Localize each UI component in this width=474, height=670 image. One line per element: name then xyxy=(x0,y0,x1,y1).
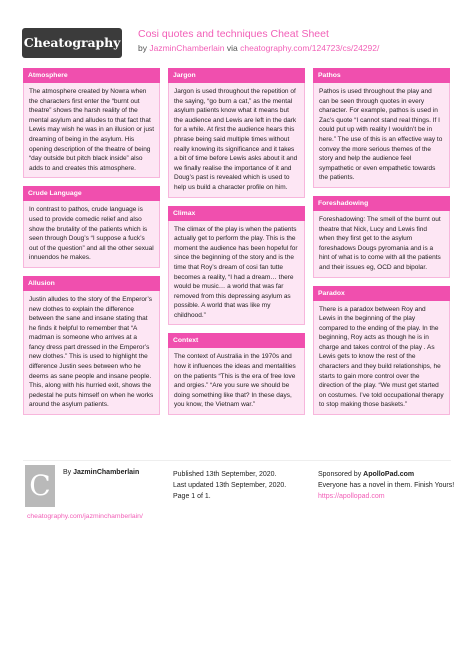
section-text: The climax of the play is when the patients actually get to perform the play. This is the moment the audience has been hopeful for since the beginning of the story and is the time that Roy’s dream of cosi fan tutte becomes a reality, “I had a dream… there would be music… a world that was far removed from this depressing asylum as possible. A world that was like my childhood.” xyxy=(174,225,298,319)
section-title: Crude Language xyxy=(23,186,160,201)
sponsor-prefix: Sponsored by xyxy=(318,471,362,478)
section-paradox xyxy=(313,286,450,416)
section-title: Jargon xyxy=(168,68,305,83)
updated-date: Last updated 13th September, 2020. xyxy=(173,482,287,489)
section-body xyxy=(313,83,450,188)
section-allusion xyxy=(23,276,160,415)
published-date: Published 13th September, 2020. xyxy=(173,471,277,478)
section-climax xyxy=(168,206,305,326)
sponsor-link[interactable]: https://apollopad.com xyxy=(318,493,385,500)
column-2 xyxy=(168,68,305,423)
author-link[interactable]: JazminChamberlain xyxy=(149,43,225,53)
footer-by-prefix: By xyxy=(63,469,72,476)
section-foreshadowing xyxy=(313,196,450,278)
section-body xyxy=(23,83,160,178)
section-title: Pathos xyxy=(313,68,450,83)
section-title: Atmosphere xyxy=(23,68,160,83)
section-context xyxy=(168,333,305,415)
footer-author-link[interactable]: cheatography.com/jazminchamberlain/ xyxy=(27,513,143,520)
section-body xyxy=(313,301,450,416)
section-text: The atmosphere created by Nowra when the characters first enter the “burnt out theatre” shows the harsh reality of the mental asylum and alludes to that fact that Lewis may wish he was in an illusion or just dreaming of being in the asylum. His opening description of the theatre of being “day outside but pitch black inside” also adds to and creates this atmosphere. xyxy=(29,88,154,172)
section-title: Allusion xyxy=(23,276,160,291)
avatar-letter: C xyxy=(29,469,51,502)
column-1 xyxy=(23,68,160,423)
page-footer xyxy=(23,460,455,520)
section-body xyxy=(168,83,305,198)
section-text: Pathos is used throughout the play and can be seen through quotes in every character. For example, pathos is used in Zac’s quote “I cannot stand real things. If I could put up with reality I wouldn’t be in here.” The use of this is an effective way to convey the more serious themes of the story and help the audience feel sympathetic or even empathetic towards the patients. xyxy=(319,88,443,182)
section-text: Jargon is used throughout the repetition of the saying, “go burn a cat,” as the mental asylum patients know what it means but the audience and Lewis are left in the dark for a while. At first the audience hears this phrase being said multiple times without really knowing its significance and it takes a bit of time before Lewis asks about it and we finally realise the importance of it and Doug’s past is revealed which is used to help us build a character profile on him. xyxy=(174,88,298,191)
cheatography-logo[interactable] xyxy=(22,28,122,58)
sponsor-line xyxy=(318,469,458,480)
byline-prefix: by xyxy=(138,43,147,53)
section-body xyxy=(23,201,160,268)
avatar[interactable] xyxy=(25,465,55,507)
sheet-url-link[interactable]: cheatography.com/124723/cs/24292/ xyxy=(240,43,380,53)
page-header xyxy=(0,0,474,64)
section-title: Context xyxy=(168,333,305,348)
section-text: Foreshadowing: The smell of the burnt out theatre that Nick, Lucy and Lewis find when they first get to the asylum foreshadows Dougs pyromania and is a hint of what is to come with all the patients and their issues eg, OCD and bipolar. xyxy=(319,215,441,271)
section-atmosphere xyxy=(23,68,160,178)
section-crude-language xyxy=(23,186,160,268)
sponsor-text: Everyone has a novel in them. Finish Yours! xyxy=(318,482,455,489)
page-number: Page 1 of 1. xyxy=(173,493,211,500)
section-text: There is a paradox between Roy and Lewis in the beginning of the play compared to the ending of the play. In the beginning, Roy acts as though he is in charge and takes control of the play . As Lewis gets to know the rest of the characters and they build relationships, he starts to gain more control over the direction of the play. “We must get started on costumes. I’ve told occupational therapy to stop making those baskets.” xyxy=(319,305,444,409)
page-title: Cosi quotes and techniques Cheat Sheet xyxy=(138,28,329,40)
section-body xyxy=(168,348,305,415)
section-text: Justin alludes to the story of the Emperor’s new clothes to explain the difference between the sane and insane stating that he finds it helpful to remember that “A madman is someone who arrives at a fancy dress part dressed in the Emperor’s new clothes.” This is used to highlight the difference Justin sees between who he deems as sane people and insane people. This, along with his hurried exit, shows the pedestal he puts himself on when he works around the asylum patients. xyxy=(29,295,154,409)
byline xyxy=(138,43,379,53)
section-body xyxy=(313,211,450,278)
column-3 xyxy=(313,68,450,423)
footer-author xyxy=(63,469,139,476)
section-title: Climax xyxy=(168,206,305,221)
section-text: In contrast to pathos, crude language is used to provide comedic relief and also show the brutality of the patients which is seen through Doug’s “I suppose a fuck’s out of the question” and all the other sexual innuendos he makes. xyxy=(29,206,154,262)
section-body xyxy=(23,291,160,415)
section-pathos xyxy=(313,68,450,188)
section-title: Foreshadowing xyxy=(313,196,450,211)
via-text: via xyxy=(226,43,238,53)
sponsor-name[interactable]: ApolloPad.com xyxy=(363,471,415,478)
section-text: The context of Australia in the 1970s and how it influences the ideas and mentalities on the patients “This is the era of free love and orgies.” “Are you sure we should be doing something like that? In these days, you know, the Vietnam war.” xyxy=(174,353,296,409)
section-title: Paradox xyxy=(313,286,450,301)
section-jargon xyxy=(168,68,305,198)
sponsor-info xyxy=(318,469,458,502)
publication-info xyxy=(173,469,286,502)
section-body xyxy=(168,221,305,326)
logo-text: Cheatography xyxy=(23,35,121,50)
footer-author-name: JazminChamberlain xyxy=(73,469,140,476)
